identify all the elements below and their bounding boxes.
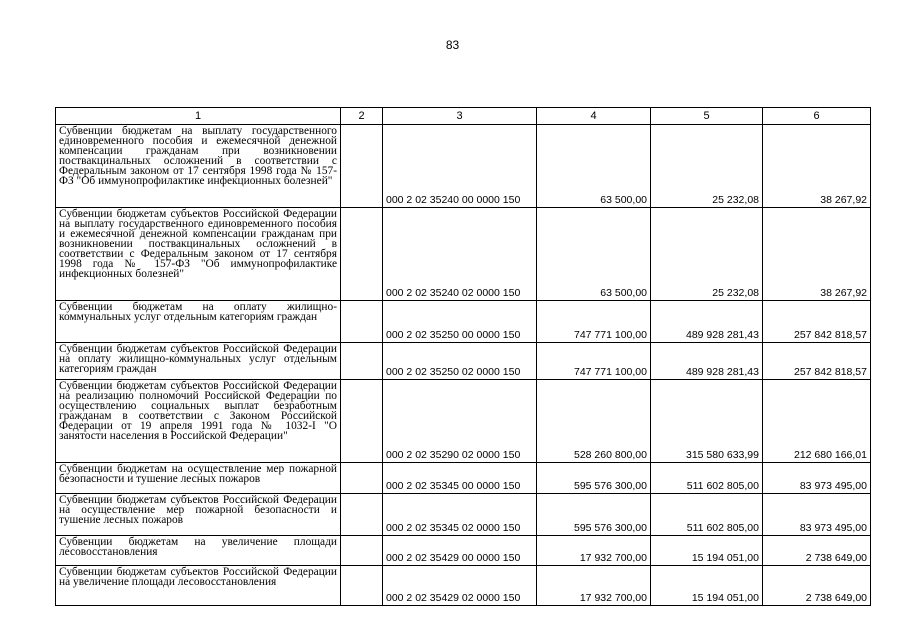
row-plan: 63 500,00 [537, 208, 651, 301]
row-plan: 528 260 800,00 [537, 380, 651, 463]
row-name: Субвенции бюджетам субъектов Российской Федерации на оплату жилищно-коммунальных услуг отдельным категориям граждан [56, 343, 341, 380]
table-row [56, 463, 871, 494]
row-plan: 63 500,00 [537, 125, 651, 208]
row-executed: 25 232,08 [651, 208, 763, 301]
table-row [56, 380, 871, 463]
row-executed: 15 194 051,00 [651, 536, 763, 566]
row-plan: 747 771 100,00 [537, 301, 651, 343]
row-executed: 511 602 805,00 [651, 494, 763, 536]
row-executed: 511 602 805,00 [651, 463, 763, 494]
row-remainder: 38 267,92 [763, 125, 871, 208]
row-name: Субвенции бюджетам субъектов Российской Федерации на увеличение площади лесовосстановления [56, 566, 341, 606]
page-number: 83 [445, 38, 460, 52]
row-executed: 25 232,08 [651, 125, 763, 208]
row-name: Субвенции бюджетам субъектов Российской Федерации на осуществление мер пожарной безопасности и тушение лесных пожаров [56, 494, 341, 536]
budget-table [55, 107, 871, 606]
row-remainder: 83 973 495,00 [763, 494, 871, 536]
row-executed: 315 580 633,99 [651, 380, 763, 463]
row-code: 000 2 02 35240 00 0000 150 [383, 125, 537, 208]
column-header-2: 2 [341, 108, 383, 125]
column-header-4: 4 [537, 108, 651, 125]
row-code: 000 2 02 35345 02 0000 150 [383, 494, 537, 536]
table-row [56, 566, 871, 606]
row-code: 000 2 02 35429 00 0000 150 [383, 536, 537, 566]
row-plan: 747 771 100,00 [537, 343, 651, 380]
row-code: 000 2 02 35240 02 0000 150 [383, 208, 537, 301]
column-header-3: 3 [383, 108, 537, 125]
row-empty-cell [341, 463, 383, 494]
row-code: 000 2 02 35250 00 0000 150 [383, 301, 537, 343]
row-remainder: 257 842 818,57 [763, 343, 871, 380]
row-empty-cell [341, 566, 383, 606]
row-empty-cell [341, 208, 383, 301]
row-name: Субвенции бюджетам субъектов Российской Федерации на реализацию полномочий Российской Федерации по осуществлению социальных выплат безработным гражданам в соответствии с Законом Российской Федерации от 19 апреля 1991 года № 1032-I "О занятости населения в Российской Федерации" [56, 380, 341, 463]
row-plan: 595 576 300,00 [537, 463, 651, 494]
row-executed: 489 928 281,43 [651, 343, 763, 380]
table-header-row [56, 108, 871, 125]
row-plan: 595 576 300,00 [537, 494, 651, 536]
table-row [56, 343, 871, 380]
table-row [56, 536, 871, 566]
row-executed: 489 928 281,43 [651, 301, 763, 343]
row-code: 000 2 02 35250 02 0000 150 [383, 343, 537, 380]
row-remainder: 38 267,92 [763, 208, 871, 301]
row-plan: 17 932 700,00 [537, 536, 651, 566]
row-empty-cell [341, 380, 383, 463]
row-name: Субвенции бюджетам на увеличение площади лесовосстановления [56, 536, 341, 566]
row-remainder: 257 842 818,57 [763, 301, 871, 343]
row-remainder: 83 973 495,00 [763, 463, 871, 494]
row-remainder: 2 738 649,00 [763, 536, 871, 566]
table-row [56, 125, 871, 208]
column-header-5: 5 [651, 108, 763, 125]
row-code: 000 2 02 35290 02 0000 150 [383, 380, 537, 463]
row-code: 000 2 02 35429 02 0000 150 [383, 566, 537, 606]
row-name: Субвенции бюджетам на оплату жилищно-коммунальных услуг отдельным категориям граждан [56, 301, 341, 343]
row-empty-cell [341, 494, 383, 536]
row-empty-cell [341, 343, 383, 380]
table-row [56, 301, 871, 343]
row-name: Субвенции бюджетам на выплату государственного единовременного пособия и ежемесячной денежной компенсации гражданам при возникновении поствакцинальных осложнений в соответствии с Федеральным законом от 17 сентября 1998 года № 157-ФЗ "Об иммунопрофилактике инфекционных болезней" [56, 125, 341, 208]
row-name: Субвенции бюджетам субъектов Российской Федерации на выплату государственного единовременного пособия и ежемесячной денежной компенсации гражданам при возникновении поствакцинальных осложнений в соответствии с Федеральным законом от 17 сентября 1998 года № 157-ФЗ "Об иммунопрофилактике инфекционных болезней" [56, 208, 341, 301]
row-empty-cell [341, 536, 383, 566]
row-empty-cell [341, 301, 383, 343]
row-empty-cell [341, 125, 383, 208]
row-code: 000 2 02 35345 00 0000 150 [383, 463, 537, 494]
column-header-1: 1 [56, 108, 341, 125]
table-row [56, 208, 871, 301]
table-row [56, 494, 871, 536]
row-name: Субвенции бюджетам на осуществление мер пожарной безопасности и тушение лесных пожаров [56, 463, 341, 494]
row-executed: 15 194 051,00 [651, 566, 763, 606]
row-plan: 17 932 700,00 [537, 566, 651, 606]
row-remainder: 212 680 166,01 [763, 380, 871, 463]
row-remainder: 2 738 649,00 [763, 566, 871, 606]
column-header-6: 6 [763, 108, 871, 125]
